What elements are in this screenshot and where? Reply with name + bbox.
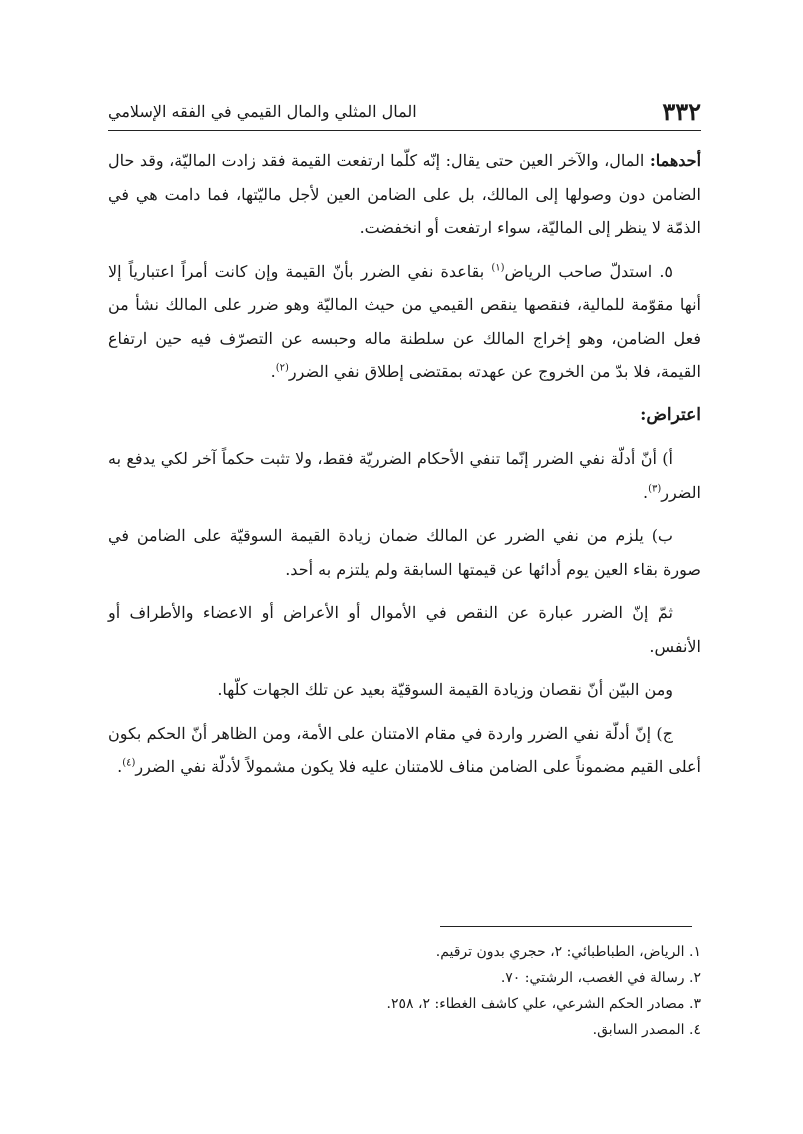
paragraph-text: أ) أنّ أدلّة نفي الضرر إنّما تنفي الأحكام الضرريّة فقط، ولا تثبت حكماً آخر لكي يدفع به الضرر <box>108 449 701 502</box>
page-number: ٣٣٢ <box>662 96 701 126</box>
paragraph-2 <box>108 255 701 389</box>
footnote-2: ٢. رسالة في الغصب، الرشتي: ٧٠. <box>500 970 701 986</box>
paragraph-text: المال، والآخر العين حتى يقال: إنّه كلّما ارتفعت القيمة فقد زادت الماليّة، وقد حال الضامن دون وصولها إلى المالك، بل على الضامن العين لأجل ماليّتها، فما دامت هي في الذمّة لا ينظر إلى الماليّة، سواء ارتفعت أو انخفضت. <box>108 151 701 237</box>
header-divider <box>108 130 701 131</box>
section-heading: اعتراض: <box>640 404 701 425</box>
footnote-ref-3[interactable]: (٣) <box>648 483 662 495</box>
paragraph-text: . <box>270 362 276 381</box>
paragraph-text: ج) إنّ أدلّة نفي الضرر واردة في مقام الامتنان على الأمة، ومن الظاهر أنّ الحكم بكون أعلى القيم مضموناً على الضامن مناف للامتنان عليه فلا يكون مشمولاً لأدلّة نفي الضرر <box>108 723 701 776</box>
paragraph-6: ومن البيّن أنّ نقصان وزيادة القيمة السوقيّة بعيد عن تلك الجهات كلّها. <box>217 680 673 699</box>
footnote-1: ١. الرياض، الطباطبائي: ٢، حجري بدون ترقيم. <box>435 944 701 960</box>
footnote-ref-4[interactable]: (٤) <box>122 757 136 769</box>
paragraph-text: . <box>117 757 123 776</box>
running-title: المال المثلي والمال القيمي في الفقه الإسلامي <box>108 101 417 121</box>
paragraph-4: ب) يلزم من نفي الضرر عن المالك ضمان زيادة القيمة السوقيّة على الضامن في صورة بقاء العين يوم أدائها عن قيمتها السابقة ولم يلتزم به أحد. <box>108 526 701 579</box>
footnote-4: ٤. المصدر السابق. <box>592 1022 701 1038</box>
paragraph-3 <box>108 442 701 509</box>
footnote-ref-1[interactable]: (١) <box>491 262 505 274</box>
footnote-divider <box>440 926 692 927</box>
footnote-3: ٣. مصادر الحكم الشرعي، علي كاشف الغطاء: ٢، ٢٥٨. <box>386 996 701 1012</box>
main-text <box>108 144 701 794</box>
paragraph-text: ٥. استدلّ صاحب الرياض <box>504 261 673 281</box>
footnotes <box>108 939 701 1043</box>
paragraph-text: بقاعدة نفي الضرر بأنّ القيمة وإن كانت أمراً اعتبارياً إلا أنها مقوّمة للمالية، فنقصها ينقص القيمي من حيث الماليّة وهو ضرر على المالك نشأ من فعل الضامن، وهو إخراج المالك عن سلطنة ماله وحبسه عن التصرّف فيه حين ارتفاع القيمة، فلا بدّ من الخروج عن عهدته بمقتضى إطلاق نفي الضرر <box>108 261 701 381</box>
paragraph-7 <box>108 717 701 784</box>
footnote-ref-2[interactable]: (٢) <box>275 362 289 374</box>
paragraph-text: . <box>642 482 649 502</box>
paragraph-lead: أحدهما: <box>649 151 702 170</box>
paragraph-1 <box>108 144 701 245</box>
page-header <box>108 96 701 126</box>
paragraph-5: ثمّ إنّ الضرر عبارة عن النقص في الأموال أو الأعراض أو الاعضاء والأطراف أو الأنفس. <box>108 603 701 656</box>
